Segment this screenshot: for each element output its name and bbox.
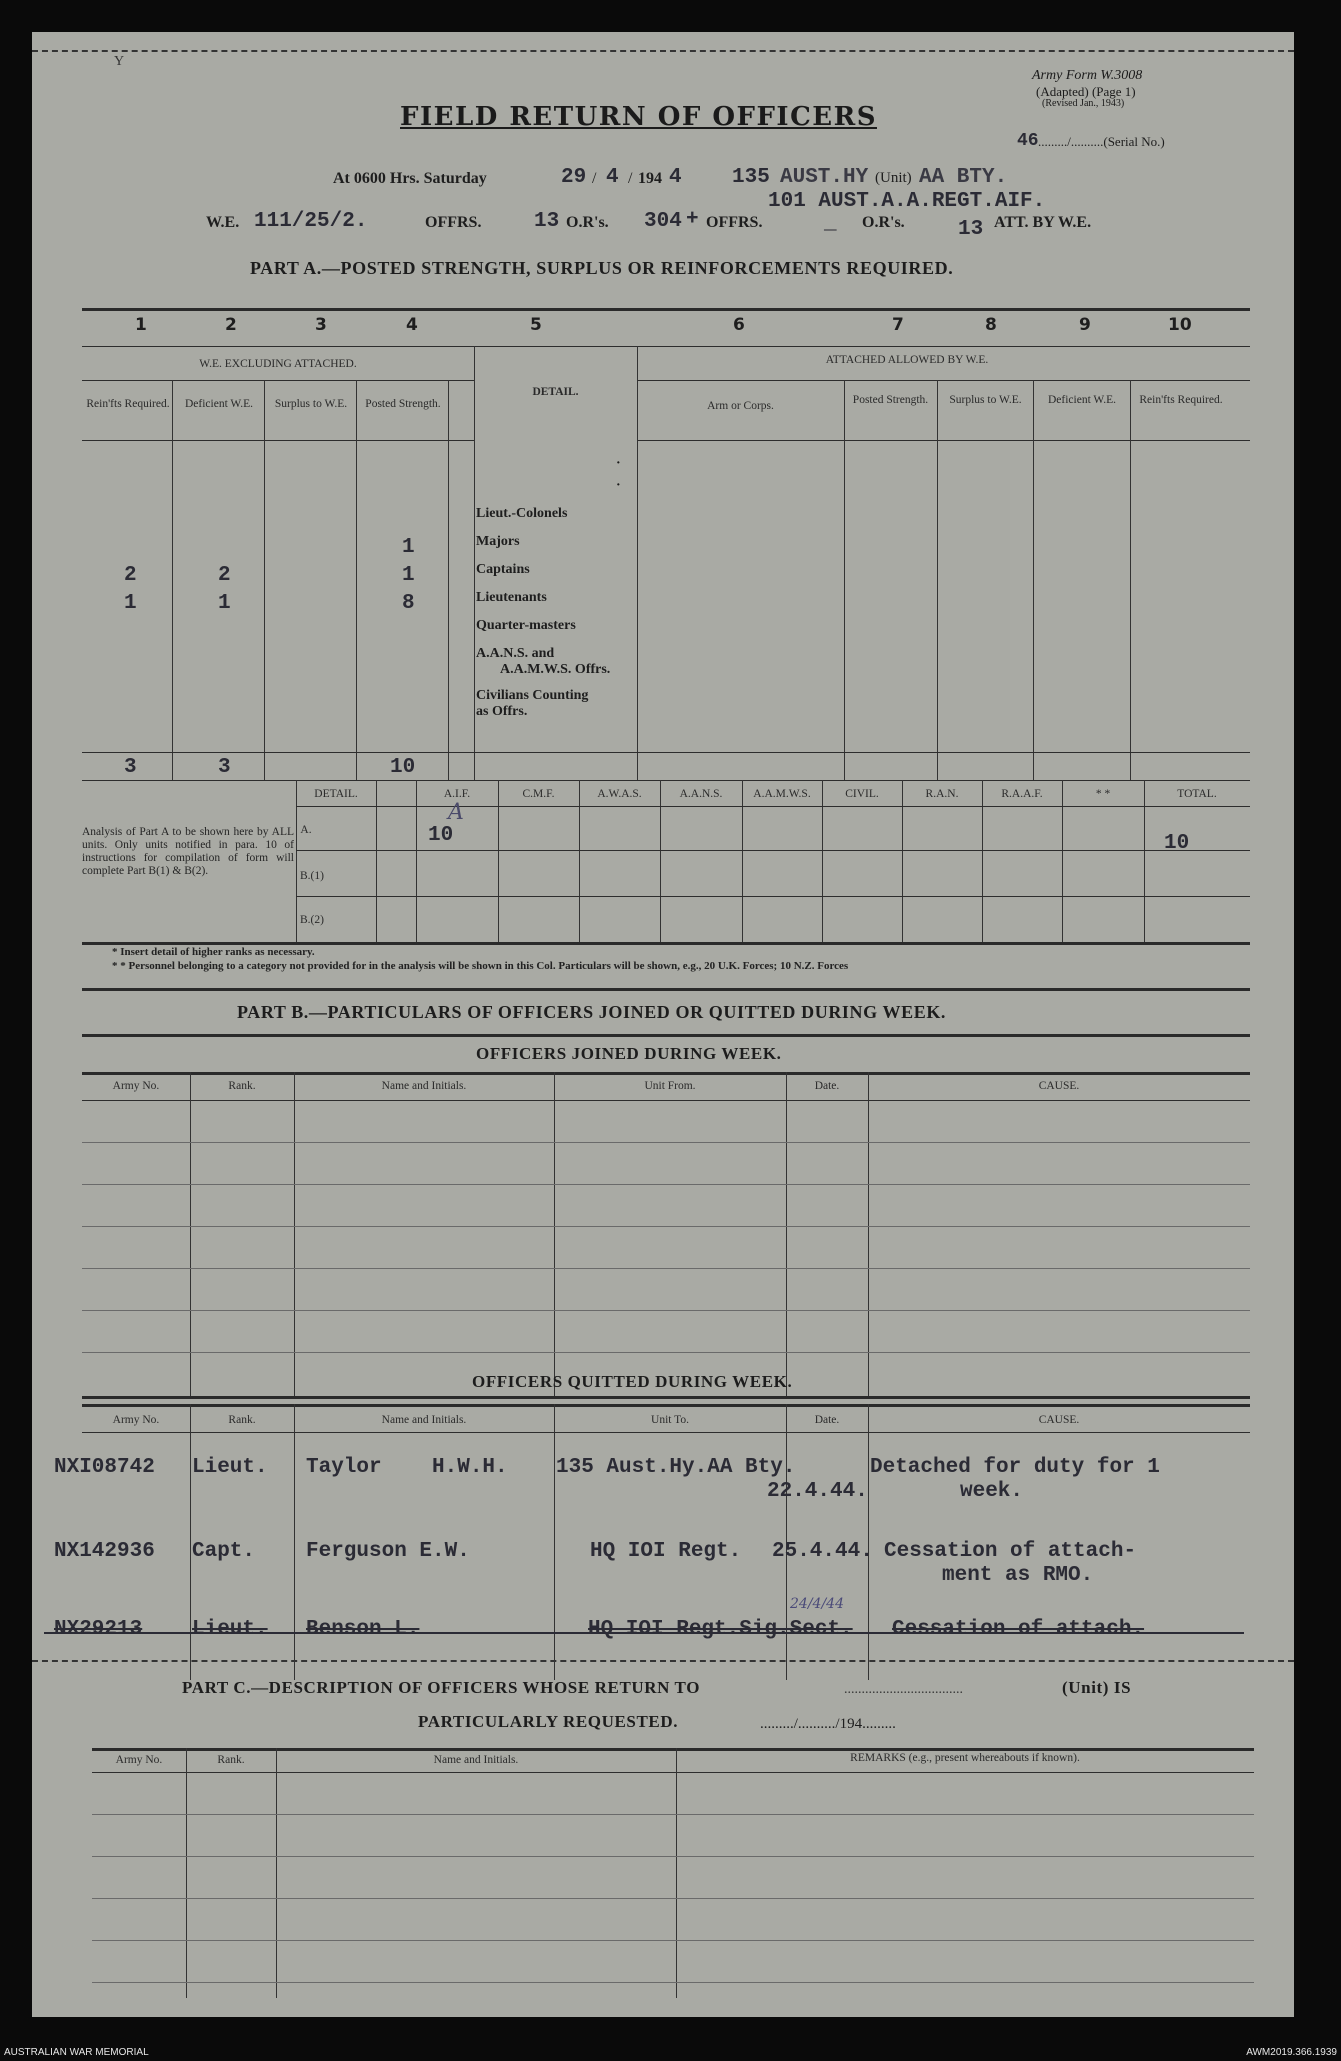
quitted-row3-unit: HQ IOI Regt.Sig.Sect. [588,1618,853,1641]
part-a-top-rule [82,308,1250,311]
lieutenants-posted: 8 [402,592,415,615]
unit-label: (Unit) [875,170,912,186]
ors-label: O.R's. [566,214,609,231]
analysis-col-awas: A.W.A.S. [597,788,642,800]
year-prefix: 194 [638,170,662,187]
col-number-5: 5 [530,315,542,335]
part-a-title: PART A.—POSTED STRENGTH, SURPLUS OR REINFORCEMENTS REQUIRED. [250,258,954,278]
quitted-col-date: Date. [814,1414,840,1426]
analysis-col-raaf: R.A.A.F. [1001,788,1043,800]
month-value: 4 [606,166,619,189]
quitted-col-army-no: Army No. [112,1414,160,1426]
part-b-title: PART B.—PARTICULARS OF OFFICERS JOINED OR QUITTED DURING WEEK. [237,1002,947,1022]
total-posted: 10 [390,756,416,779]
joined-title: OFFICERS JOINED DURING WEEK. [476,1044,782,1063]
unit-suffix: AA BTY. [919,166,1008,189]
quitted-row2-rank: Capt. [192,1540,256,1563]
col-number-8: 8 [985,315,997,335]
unit-line2: 101 AUST.A.A.REGT.AIF. [768,190,1046,213]
part-c-unit-label: (Unit) IS [1062,1678,1132,1697]
joined-col-army-no: Army No. [112,1080,160,1092]
quitted-row3-date: 24/4/44 [790,1596,844,1612]
we-label: W.E. [206,214,240,231]
quitted-col-cause: CAUSE. [1038,1414,1080,1426]
captains-reinf: 2 [124,564,137,587]
att-label: ATT. BY W.E. [994,214,1092,231]
header-arm-or-corps: Arm or Corps. [707,400,774,412]
partc-col-rank: Rank. [217,1754,245,1766]
footnote-1: * Insert detail of higher ranks as necessary. [112,946,315,958]
header-posted-strength-att: Posted Strength. [852,394,929,406]
plus-sign: + [686,208,699,231]
ors2-value: 13 [958,218,984,241]
quitted-row2-unit: HQ IOI Regt. [590,1540,742,1563]
quitted-col-rank: Rank. [228,1414,256,1426]
col-number-7: 7 [892,315,904,335]
offrs-label: OFFRS. [425,214,482,231]
rank-lieut-colonels: Lieut.-Colonels [476,506,568,521]
quitted-row3-army-no: NX29213 [54,1618,143,1641]
analysis-col-total: TOTAL. [1177,788,1217,800]
rank-aans: A.A.N.S. and [476,646,555,661]
part-c-title: PART C.—DESCRIPTION OF OFFICERS WHOSE RETURN TO [182,1678,701,1697]
lieutenants-reinf: 1 [124,592,137,615]
quitted-col-unit-to: Unit To. [651,1414,689,1426]
unit-name: AUST.HY [780,166,869,189]
quitted-row1-rank: Lieut. [192,1456,268,1479]
form-id-line1: Army Form W.3008 [1032,68,1143,83]
analysis-col-detail: DETAIL. [314,788,358,800]
captains-posted: 1 [402,564,415,587]
total-deficient: 3 [218,756,231,779]
quitted-row2-cause2: ment as RMO. [942,1564,1094,1587]
analysis-col-other: * * [1095,788,1111,800]
footer-left: AUSTRALIAN WAR MEMORIAL [4,2047,149,2058]
rank-captains: Captains [476,562,530,577]
analysis-col-aamws: A.A.M.W.S. [753,788,811,800]
header-reinf-att: Rein'fts Required. [1139,394,1223,406]
analysis-row-b1: B.(1) [300,870,324,882]
part-c-title2: PARTICULARLY REQUESTED. [418,1712,679,1731]
group-we-excluding: W.E. EXCLUDING ATTACHED. [199,358,357,370]
total-reinf: 3 [124,756,137,779]
group-attached-allowed: ATTACHED ALLOWED BY W.E. [825,354,989,366]
quitted-row1-army-no: NXI08742 [54,1456,155,1479]
analysis-col-aans: A.A.N.S. [679,788,723,800]
perforation-line [32,50,1294,52]
aif-value: 10 [428,824,454,847]
captains-deficient: 2 [218,564,231,587]
quitted-row2-army-no: NX142936 [54,1540,155,1563]
form-id-line2: (Adapted) (Page 1) [1036,84,1136,99]
quitted-row1-cause1: Detached for duty for 1 [870,1456,1160,1479]
col-number-1: 1 [135,315,147,335]
perforation-line-bottom [32,1660,1294,1662]
col-number-9: 9 [1079,315,1091,335]
ors-value: 304 [644,210,682,233]
partc-col-army-no: Army No. [115,1754,163,1766]
joined-col-unit-from: Unit From. [644,1080,696,1092]
offrs-value: 13 [534,210,560,233]
col-number-3: 3 [315,315,327,335]
quitted-row2-cause1: Cessation of attach- [884,1540,1137,1563]
header-deficient-we: Deficient W.E. [184,398,254,410]
header-surplus-att: Surplus to W.E. [949,394,1022,406]
header-detail: DETAIL. [532,386,579,398]
col-number-2: 2 [225,315,237,335]
analysis-total-value: 10 [1164,832,1190,855]
page-title: FIELD RETURN OF OFFICERS [400,102,877,132]
partc-col-name: Name and Initials. [433,1754,519,1766]
quitted-title: OFFICERS QUITTED DURING WEEK. [472,1372,793,1391]
majors-posted: 1 [402,536,415,559]
ors2-label: O.R's. [862,214,905,231]
footnote-2: * * Personnel belonging to a category not provided for in the analysis will be shown in this Col. Particulars will be shown, e.g., 20 U.K. Forces; 10 N.Z. Forces [112,960,849,972]
joined-col-rank: Rank. [228,1080,256,1092]
day-value: 29 [561,166,587,189]
analysis-note: Analysis of Part A to be shown here by ALL units. Only units notified in para. 10 of instructions for compilation of form will complete Part B(1) & B(2). [82,826,294,877]
quitted-row1-date: 22.4.44. [767,1480,868,1503]
analysis-col-ran: R.A.N. [925,788,959,800]
header-surplus-we: Surplus to W.E. [274,398,348,410]
offrs2-label: OFFRS. [706,214,763,231]
header-reinf-required: Rein'fts Required. [86,398,170,410]
partc-col-remarks: REMARKS (e.g., present whereabouts if known). [850,1752,1080,1764]
unit-number: 135 [732,166,770,189]
joined-col-name: Name and Initials. [381,1080,467,1092]
footer-right: AWM2019.366.1939 [1246,2047,1337,2058]
quitted-row3-name: Benson L. [306,1618,420,1641]
we-value: 111/25/2. [254,210,368,233]
quitted-row1-name: Taylor H.W.H. [306,1456,508,1479]
col-number-6: 6 [733,315,745,335]
quitted-row3-rank: Lieut. [192,1618,268,1641]
rank-majors: Majors [476,534,520,549]
quitted-row2-date: 25.4.44. [772,1540,873,1563]
analysis-col-aif: A.I.F. [443,788,471,800]
col-number-4: 4 [406,315,418,335]
rank-civilians: Civilians Counting [476,688,589,703]
corner-mark: Y [114,54,125,69]
joined-col-date: Date. [814,1080,840,1092]
analysis-row-b2: B.(2) [300,914,324,926]
offrs2-value: _ [824,212,837,235]
row3-strike-line [44,1632,1244,1634]
part-c-date-blank: ........./........../194......... [760,1716,896,1732]
analysis-col-cmf: C.M.F. [522,788,555,800]
at-hours-label: At 0600 Hrs. Saturday [333,170,487,187]
rank-lieutenants: Lieutenants [476,590,547,605]
analysis-col-civil: CIVIL. [845,788,879,800]
analysis-row-a: A. [300,824,312,836]
form-sheet: Y Army Form W.3008 (Adapted) (Page 1) (Revised Jan., 1943) FIELD RETURN OF OFFICERS 46 ........./..........(Serial No.) At 0600 Hrs. Saturday 29 / 4 / 194 4 135 AUST.HY (Unit) AA BTY. 101 AUST.A.A.REGT.AIF. W.E. 111/25/2. OFFRS. 13 O.R's. 304 + OFFRS. _ O.R's. 13 ATT. BY W.E. PART A.—POSTED STRENGTH, SURPLUS OR REINFORCEMENTS REQUIRED. 1 2 3 4 5 6 7 8 9 10 W.E. EXCLUDING ATTACHED. ATTACHED ALLOWED BY W.E. Rein'fts Required. Deficient W.E. Surplus to W.E. Posted Strength. DETAIL. Arm or Corps. Posted Strength. Surplus to W.E. Deficient W.E. Rein'fts Required. Lieut.-Colonels Majors Captains Lieutenants Quarter-masters A.A.N.S. and A.A.M.W.S. Offrs. Civilians Counting as Offrs. · · 1 2 2 1 1 1 8 3 3 10 Analysis of Part A to be shown here by ALL units. Only units notified in para. 10 of instructions for compilation of form will complete Part B(1) & B(2). DETAIL. A.I.F. C.M.F. A.W.A.S. A.A.N.S. A.A.M.W.S. CIVIL. R.A.N. R.A.A.F. * * TOTAL. A. A 10 10 B.(1) B.(2) * Insert detail of higher ranks as necessary. * * Personnel belonging to a category not provided for in the analysis will be shown in this Col. Particulars will be shown, e.g., 20 U.K. Forces; 10 N.Z. Forces PART B.—PARTICULARS OF OFFICERS JOINED OR QUITTED DURING WEEK. OFFICERS JOINED DURING WEEK. Army No. Rank. Name and Initials. Unit From. Date. CAUSE. OFFICERS QUITTED DURING WEEK. Army No. Rank. Name and Initials. Unit To. Date. CAUSE. NXI08742 Lieut. Taylor H.W.H. 135 Aust.Hy.AA Bty. 22.4.44. Detached for duty for 1 week. NX142936 Capt. Ferguson E.W. HQ IOI Regt. 25.4.44. Cessation of attach- ment as RMO. NX29213 Lieut. Benson L. HQ IOI Regt.Sig.Sect. 24/4/44 Cessation of attach. PART C.—DESCRIPTION OF OFFICERS WHOSE RETURN TO .................................. (Unit) IS PARTICULARLY REQUESTED. ........./........../194......... Army No. Rank. Name and Initials. REMARKS (e.g., present whereabouts if known). [32,32,1294,2017]
header-posted-strength: Posted Strength. [365,398,441,410]
rank-as-offrs: as Offrs. [476,704,528,719]
aif-pencil-mark: A [448,800,464,825]
rank-aamws: A.A.M.W.S. Offrs. [500,662,611,677]
quitted-row1-cause2: week. [960,1480,1024,1503]
joined-col-cause: CAUSE. [1038,1080,1080,1092]
form-id-line3: (Revised Jan., 1943) [1042,98,1125,109]
quitted-col-name: Name and Initials. [381,1414,467,1426]
header-deficient-att: Deficient W.E. [1047,394,1117,406]
quitted-row3-cause1: Cessation of attach. [892,1618,1145,1641]
quitted-row1-unit: 135 Aust.Hy.AA Bty. [556,1456,796,1479]
lieutenants-deficient: 1 [218,592,231,615]
year-value: 4 [669,166,682,189]
serial-label: ........./..........(Serial No.) [1038,134,1165,149]
quitted-row2-name: Ferguson E.W. [306,1540,470,1563]
rank-quartermasters: Quarter-masters [476,618,576,633]
serial-value: 46 [1017,131,1039,151]
col-number-10: 10 [1168,315,1192,335]
